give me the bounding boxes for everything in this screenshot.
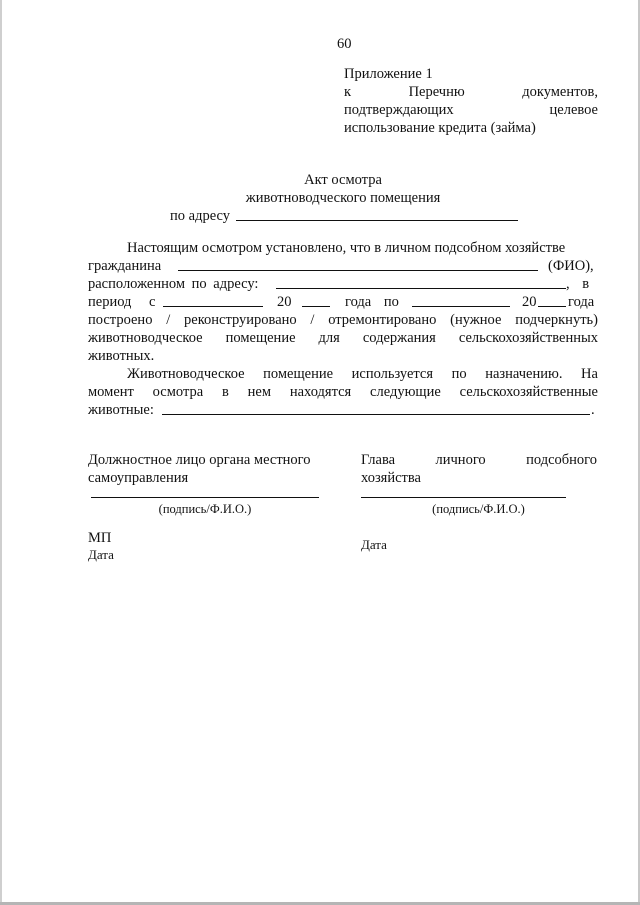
p2-word: используется [351, 366, 434, 382]
p2-word: сельскохозяйственные [459, 384, 598, 400]
title-line-1: Акт осмотра [304, 172, 382, 188]
built-word: подчеркнуть) [515, 312, 598, 328]
building-word: помещение [225, 330, 296, 346]
period-from-field[interactable] [163, 306, 263, 307]
p2-word: в [221, 384, 229, 400]
appendix-line-1: Приложение 1 [344, 66, 433, 82]
appendix-word: к [344, 84, 352, 100]
built-word: (нужное [450, 312, 502, 328]
paragraph-1-line-1: Настоящим осмотром установлено, что в личном подсобном хозяйстве [127, 240, 566, 256]
animals-label: животные: [88, 402, 154, 418]
p2-word: находятся [289, 384, 352, 400]
p2-word: по [451, 366, 467, 382]
page-number: 60 [337, 36, 352, 52]
animals-word: животных. [88, 348, 155, 364]
built-word: реконструировано [184, 312, 297, 328]
located-label: расположенном по адресу: [88, 276, 259, 292]
title-line-2: животноводческого помещения [245, 190, 441, 206]
built-line [88, 312, 598, 330]
head-signature-caption: (подпись/Ф.И.О.) [432, 502, 525, 516]
p2-word: следующие [370, 384, 441, 400]
building-word: сельскохозяйственных [458, 330, 598, 346]
date-right-label: Дата [361, 537, 387, 552]
head-label-line-1 [361, 452, 597, 470]
year-by-label: года по [345, 294, 399, 310]
building-word: животноводческое [88, 330, 203, 346]
p2-word: назначению. [485, 366, 563, 382]
head-signature-line[interactable] [361, 497, 566, 498]
official-label-line-2: самоуправления [88, 470, 189, 486]
year-from-field[interactable] [302, 306, 330, 307]
year-prefix-to: 20 [522, 294, 537, 310]
appendix-word: подтверждающих [344, 102, 454, 118]
building-line [88, 330, 598, 348]
p2-word: осмотра [152, 384, 204, 400]
appendix-word: документов, [522, 84, 598, 100]
built-word: отремонтировано [328, 312, 437, 328]
year-prefix-from: 20 [277, 294, 292, 310]
building-word: для [318, 330, 340, 346]
located-address-field[interactable] [276, 288, 566, 289]
official-label-line-1: Должностное лицо органа местного [88, 452, 311, 468]
built-word: / [310, 312, 315, 328]
year-to-field[interactable] [538, 306, 566, 307]
head-word: Глава [361, 452, 396, 468]
animals-tail: . [591, 402, 595, 418]
p2-word: Животноводческое [127, 366, 245, 382]
p2-word: На [581, 366, 598, 382]
period-to-field[interactable] [412, 306, 510, 307]
located-tail: , в [566, 276, 590, 292]
citizen-name-field[interactable] [178, 270, 538, 271]
head-word: подсобного [526, 452, 597, 468]
fio-label: (ФИО), [548, 258, 594, 274]
period-label: период с [88, 294, 156, 310]
year-word: года [568, 294, 595, 310]
appendix-word: Перечню [408, 84, 465, 100]
official-signature-caption: (подпись/Ф.И.О.) [158, 502, 252, 516]
p2-word: момент [88, 384, 134, 400]
appendix-line-2 [344, 84, 598, 102]
built-word: / [166, 312, 171, 328]
citizen-label: гражданина [88, 258, 162, 274]
stamp-place-label: МП [88, 530, 112, 546]
paragraph-2-line-1 [127, 366, 598, 384]
building-word: содержания [362, 330, 436, 346]
date-left-label: Дата [88, 547, 114, 562]
p2-word: нем [247, 384, 272, 400]
appendix-line-4: использование кредита (займа) [344, 120, 536, 136]
address-field[interactable] [236, 220, 518, 221]
appendix-line-3 [344, 102, 598, 120]
address-label: по адресу [170, 208, 230, 224]
head-label-line-2: хозяйства [361, 470, 421, 486]
p2-word: помещение [263, 366, 334, 382]
appendix-word: целевое [549, 102, 598, 118]
head-word: личного [435, 452, 486, 468]
official-signature-line[interactable] [91, 497, 319, 498]
animals-list-field[interactable] [162, 414, 590, 415]
built-word: построено [88, 312, 153, 328]
scan-edge-left [0, 0, 2, 905]
paragraph-2-line-2 [88, 384, 598, 402]
